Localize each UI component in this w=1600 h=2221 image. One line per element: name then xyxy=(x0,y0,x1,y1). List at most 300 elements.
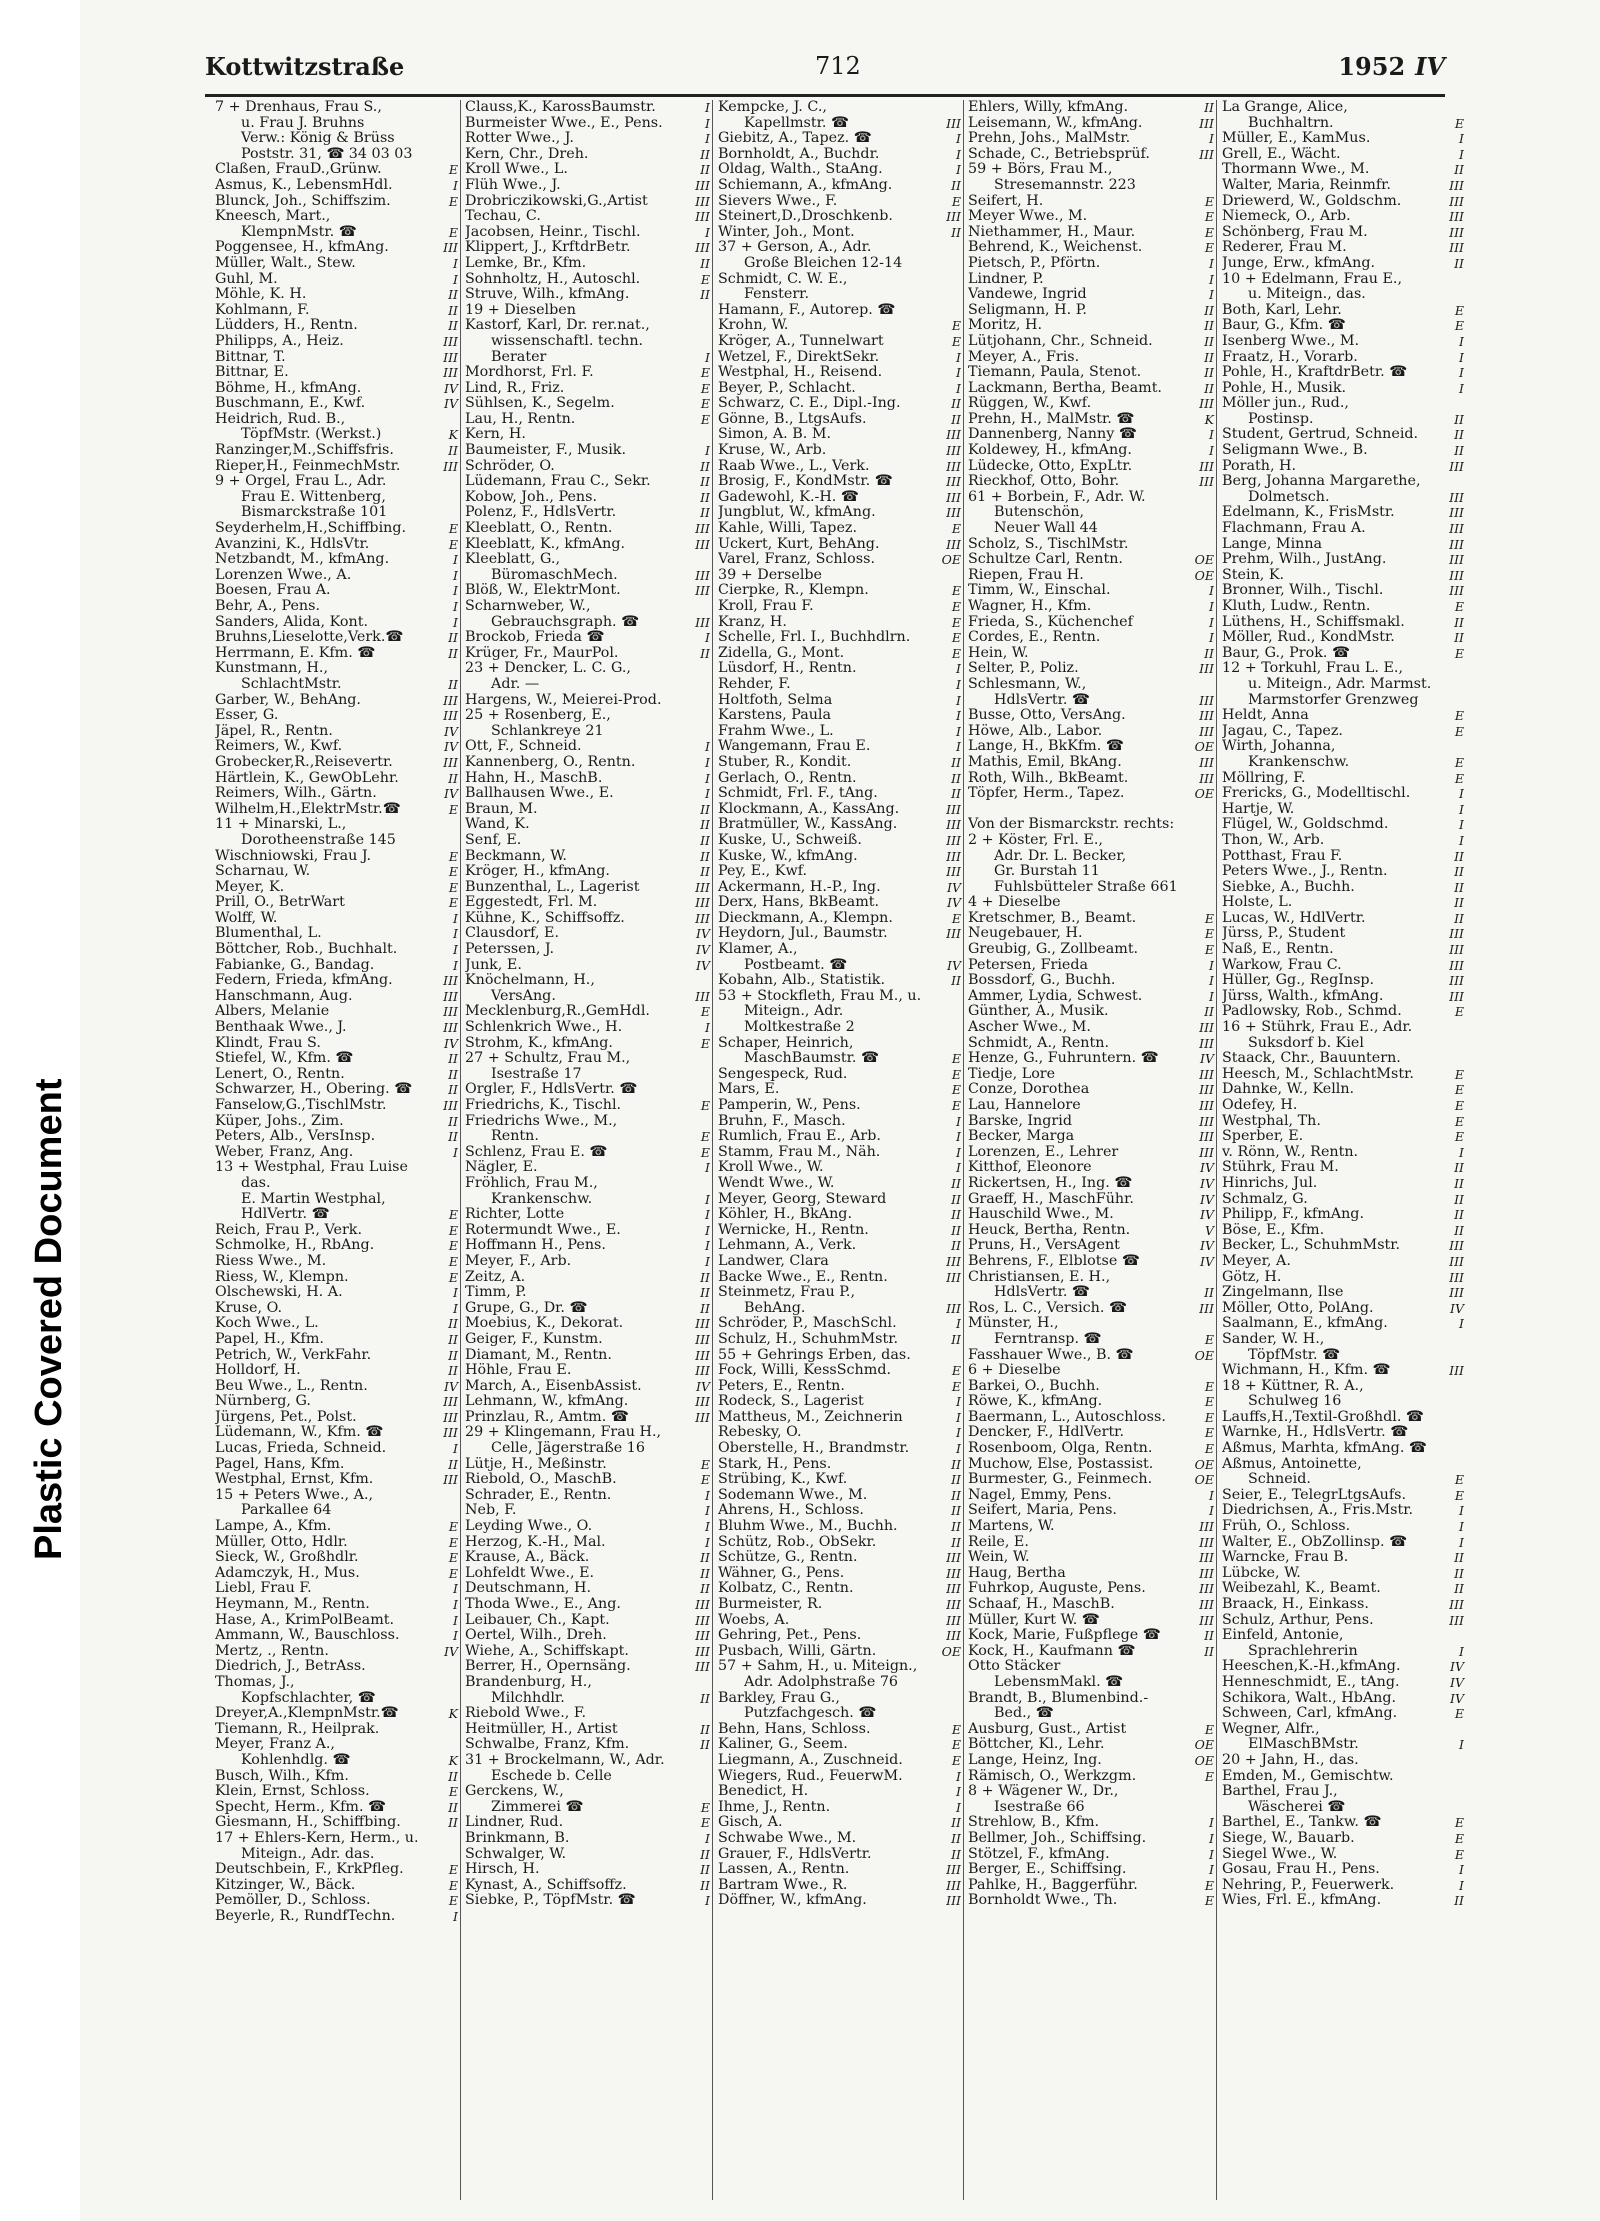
entry-text: Rieckhof, Otto, Bohr. xyxy=(968,473,1120,490)
directory-entry xyxy=(1222,1410,1466,1426)
directory-entry xyxy=(215,1893,460,1909)
floor-code: III xyxy=(1196,1145,1214,1161)
floor-code: II xyxy=(697,459,710,475)
directory-entry xyxy=(215,771,460,787)
entry-text: Burmeister Wwe., E., Pens. xyxy=(465,114,663,131)
directory-entry xyxy=(465,1223,712,1239)
directory-entry xyxy=(215,1722,460,1738)
floor-code: III xyxy=(1196,1082,1214,1098)
directory-entry xyxy=(968,209,1216,225)
floor-code: II xyxy=(445,287,458,303)
entry-text: Koldewey, H., kfmAng. xyxy=(968,442,1132,459)
entry-text: Pusbach, Willi, Gärtn. xyxy=(718,1642,877,1659)
floor-code: II xyxy=(445,646,458,662)
entry-text: Deutschmann, H. xyxy=(465,1580,592,1597)
directory-entry xyxy=(465,1722,712,1738)
directory-entry xyxy=(465,1394,712,1410)
floor-code: I xyxy=(1206,427,1214,443)
directory-entry xyxy=(718,1675,963,1691)
entry-text: Techau, C. xyxy=(465,208,541,225)
floor-code: OE xyxy=(1192,552,1214,568)
entry-text: Emden, M., Gemischtw. xyxy=(1222,1767,1394,1784)
directory-entry xyxy=(215,1613,460,1629)
entry-text: Hoffmann H., Pens. xyxy=(465,1237,606,1254)
directory-entry xyxy=(968,381,1216,397)
directory-entry xyxy=(215,1847,460,1863)
entry-text: Giebitz, A., Tapez. ☎ xyxy=(718,130,872,147)
entry-text: Olschewski, H. A. xyxy=(215,1284,343,1301)
entry-text: Leibauer, Ch., Kapt. xyxy=(465,1611,610,1628)
directory-entry xyxy=(968,599,1216,615)
floor-code: E xyxy=(446,1550,458,1566)
entry-text: Lüdecke, Otto, ExpLtr. xyxy=(968,457,1133,474)
directory-entry xyxy=(1222,739,1466,755)
entry-text: Kleeblatt, K., kfmAng. xyxy=(465,535,626,552)
floor-code: IV xyxy=(1197,1160,1214,1176)
floor-code: IV xyxy=(1447,1691,1464,1707)
floor-code: II xyxy=(1201,365,1214,381)
directory-entry xyxy=(968,474,1216,490)
floor-code: IV xyxy=(944,880,961,896)
entry-text: Wegner, Alfr., xyxy=(1222,1720,1320,1737)
entry-text: Ehlers, Willy, kfmAng. xyxy=(968,100,1129,115)
entry-text: Niethammer, H., Maur. xyxy=(968,223,1136,240)
floor-code: III xyxy=(692,583,710,599)
directory-entry xyxy=(718,459,963,475)
floor-code: I xyxy=(702,443,710,459)
floor-code: III xyxy=(943,209,961,225)
directory-entry xyxy=(968,1301,1216,1317)
floor-code: III xyxy=(1446,240,1464,256)
floor-code: II xyxy=(1201,350,1214,366)
entry-text: Brockob, Frieda ☎ xyxy=(465,629,605,646)
directory-entry xyxy=(718,1004,963,1020)
entry-text: Kynast, A., Schiffsoffz. xyxy=(465,1876,627,1893)
directory-entry xyxy=(465,1441,712,1457)
entry-text: Strehlow, B., Kfm. xyxy=(968,1814,1100,1831)
directory-entry xyxy=(1222,225,1466,241)
year-volume xyxy=(1338,52,1445,81)
floor-code: II xyxy=(1451,1566,1464,1582)
directory-entry xyxy=(718,942,963,958)
entry-text: 23 + Dencker, L. C. G., xyxy=(465,660,631,677)
entry-text: Lackmann, Bertha, Beamt. xyxy=(968,379,1162,396)
floor-code: E xyxy=(949,1363,961,1379)
entry-text: u. Frau J. Bruhns xyxy=(241,114,365,131)
directory-entry xyxy=(1222,537,1466,553)
directory-entry xyxy=(465,1379,712,1395)
directory-entry xyxy=(718,1441,963,1457)
floor-code: III xyxy=(1196,459,1214,475)
floor-code: OE xyxy=(939,1644,961,1660)
entry-text: Fensterr. xyxy=(744,286,809,303)
floor-code: III xyxy=(692,880,710,896)
directory-entry xyxy=(1222,880,1466,896)
directory-entry xyxy=(215,537,460,553)
directory-entry xyxy=(465,1566,712,1582)
floor-code: E xyxy=(1202,1722,1214,1738)
floor-code: III xyxy=(692,1628,710,1644)
floor-code: II xyxy=(948,786,961,802)
entry-text: Gebrauchsgraph. ☎ xyxy=(491,613,639,630)
directory-entry xyxy=(465,178,712,194)
directory-entry xyxy=(968,1410,1216,1426)
entry-text: Roth, Wilh., BkBeamt. xyxy=(968,769,1129,786)
floor-code: V xyxy=(1202,1223,1214,1239)
entry-text: Junge, Erw., kfmAng. xyxy=(1222,254,1376,271)
directory-entry xyxy=(215,1285,460,1301)
directory-entry xyxy=(718,318,963,334)
directory-entry xyxy=(215,490,460,506)
entry-text: Flügel, W., Goldschmd. xyxy=(1222,816,1389,833)
directory-entry xyxy=(718,1332,963,1348)
floor-code: III xyxy=(1446,552,1464,568)
floor-code: II xyxy=(948,973,961,989)
floor-code: IV xyxy=(693,942,710,958)
entry-text: Röwe, K., kfmAng. xyxy=(968,1393,1103,1410)
floor-code: I xyxy=(953,693,961,709)
entry-text: Böhme, H., kfmAng. xyxy=(215,379,362,396)
entry-text: Schlesmann, W., xyxy=(968,675,1087,692)
directory-entry xyxy=(1222,989,1466,1005)
entry-text: Lauffs,H.,Textil-Großhdl. ☎ xyxy=(1222,1408,1424,1425)
floor-code: II xyxy=(1451,1207,1464,1223)
entry-text: Schmidt, A., Rentn. xyxy=(968,1034,1110,1051)
entry-text: MaschBaumstr. ☎ xyxy=(744,1050,879,1067)
floor-code: II xyxy=(1201,1628,1214,1644)
floor-code: IV xyxy=(441,786,458,802)
entry-text: Porath, H. xyxy=(1222,457,1297,474)
entry-text: 6 + Dieselbe xyxy=(968,1362,1061,1379)
directory-entry xyxy=(718,1082,963,1098)
floor-code: I xyxy=(450,568,458,584)
directory-entry xyxy=(968,1379,1216,1395)
directory-entry xyxy=(465,1893,712,1909)
entry-text: 61 + Borbein, F., Adr. W. xyxy=(968,488,1146,505)
entry-text: Claßen, FrauD.,Grünw. xyxy=(215,161,382,178)
floor-code: I xyxy=(1456,833,1464,849)
floor-code: I xyxy=(953,1425,961,1441)
directory-entry xyxy=(718,1722,963,1738)
entry-text: Prehn, H., MalMstr. ☎ xyxy=(968,410,1135,427)
directory-entry xyxy=(1222,1878,1466,1894)
directory-entry xyxy=(215,505,460,521)
floor-code: III xyxy=(1196,1581,1214,1597)
entry-text: Jungblut, W., kfmAng. xyxy=(718,504,876,521)
entry-text: Diedrichsen, A., Fris.Mstr. xyxy=(1222,1502,1414,1519)
floor-code: I xyxy=(953,162,961,178)
entry-text: Lindner, P. xyxy=(968,270,1044,287)
entry-text: Asmus, K., LebensmHdl. xyxy=(215,176,393,193)
entry-text: Peters, Alb., VersInsp. xyxy=(215,1128,376,1145)
entry-text: wissenschaftl. techn. xyxy=(491,332,644,349)
directory-entry xyxy=(465,677,712,693)
entry-text: Haug, Bertha xyxy=(968,1564,1066,1581)
entry-text: Strohm, K., kfmAng. xyxy=(465,1034,613,1051)
directory-column-1 xyxy=(215,100,461,2200)
directory-entry xyxy=(968,973,1216,989)
directory-entry xyxy=(215,1020,460,1036)
entry-text: 59 + Börs, Frau M., xyxy=(968,161,1113,178)
entry-text: Lind, R., Friz. xyxy=(465,379,565,396)
entry-text: Sprachlehrerin xyxy=(1248,1642,1358,1659)
directory-entry xyxy=(215,1550,460,1566)
floor-code: I xyxy=(702,755,710,771)
floor-code: E xyxy=(446,1270,458,1286)
entry-text: Ranzinger,M.,Schiffsfris. xyxy=(215,442,394,459)
directory-entry xyxy=(465,272,712,288)
floor-code: I xyxy=(702,1488,710,1504)
entry-text: Schmidt, Frl. F., tAng. xyxy=(718,785,878,802)
floor-code: III xyxy=(1196,755,1214,771)
entry-text: Petrich, W., VerkFahr. xyxy=(215,1346,372,1363)
directory-entry xyxy=(968,708,1216,724)
entry-text: Diedrich, J., BetrAss. xyxy=(215,1658,366,1675)
entry-text: Lüdders, H., Rentn. xyxy=(215,317,358,334)
directory-entry xyxy=(1222,1254,1466,1270)
directory-entry xyxy=(215,1706,460,1722)
entry-text: Schlankreye 21 xyxy=(491,722,604,739)
entry-text: Frahm Wwe., L. xyxy=(718,722,834,739)
floor-code: II xyxy=(1451,849,1464,865)
entry-text: Putzfachgesch. ☎ xyxy=(744,1705,877,1722)
entry-text: Derx, Hans, BkBeamt. xyxy=(718,894,880,911)
entry-text: Leyding Wwe., O. xyxy=(465,1518,593,1535)
directory-entry xyxy=(215,864,460,880)
entry-text: 15 + Peters Wwe., A., xyxy=(215,1486,374,1503)
entry-text: Weibezahl, K., Beamt. xyxy=(1222,1580,1381,1597)
entry-text: Kranz, H. xyxy=(718,613,787,630)
floor-code: I xyxy=(702,1192,710,1208)
entry-text: Braun, M. xyxy=(465,800,538,817)
entry-text: Ballhausen Wwe., E. xyxy=(465,785,614,802)
house-entry xyxy=(215,1488,460,1504)
directory-entry xyxy=(1222,630,1466,646)
floor-code: III xyxy=(943,926,961,942)
floor-code: III xyxy=(1446,958,1464,974)
floor-code: III xyxy=(440,334,458,350)
entry-text: Kruse, W., Arb. xyxy=(718,442,827,459)
entry-text: Rodeck, S., Lagerist xyxy=(718,1393,864,1410)
directory-entry xyxy=(718,1535,963,1551)
entry-text: SchlachtMstr. xyxy=(241,675,342,692)
directory-entry xyxy=(968,1644,1216,1660)
entry-text: Wendt Wwe., W. xyxy=(718,1174,835,1191)
entry-text: Nägler, E. xyxy=(465,1159,538,1176)
directory-entry xyxy=(968,926,1216,942)
floor-code: II xyxy=(1451,412,1464,428)
entry-text: Thomas, J., xyxy=(215,1673,295,1690)
floor-code: II xyxy=(445,1051,458,1067)
floor-code: E xyxy=(1452,1004,1464,1020)
floor-code: II xyxy=(697,1878,710,1894)
floor-code: I xyxy=(450,178,458,194)
directory-entry xyxy=(1222,1659,1466,1675)
entry-text: Siege, W., Bauarb. xyxy=(1222,1829,1355,1846)
directory-entry xyxy=(718,443,963,459)
floor-code: III xyxy=(943,116,961,132)
entry-text: Isestraße 66 xyxy=(994,1798,1085,1815)
entry-text: Lütjohann, Chr., Schneid. xyxy=(968,332,1153,349)
entry-text: Thormann Wwe., M. xyxy=(1222,161,1370,178)
floor-code: II xyxy=(1451,1550,1464,1566)
floor-code: II xyxy=(948,1223,961,1239)
directory-entry xyxy=(465,568,712,584)
floor-code: I xyxy=(953,1769,961,1785)
entry-text: Peterssen, J. xyxy=(465,941,555,958)
floor-code: III xyxy=(943,537,961,553)
floor-code: E xyxy=(446,1862,458,1878)
entry-text: Rebesky, O. xyxy=(718,1424,802,1441)
entry-text: Ackermann, H.-P., Ing. xyxy=(718,878,881,895)
directory-entry xyxy=(968,350,1216,366)
directory-entry xyxy=(1222,490,1466,506)
entry-text: Simon, A. B. M. xyxy=(718,426,832,443)
entry-text: Philipps, A., Heiz. xyxy=(215,332,344,349)
floor-code: I xyxy=(1206,131,1214,147)
directory-entry xyxy=(215,1192,460,1208)
entry-text: Poggensee, H., kfmAng. xyxy=(215,239,389,256)
floor-code: I xyxy=(702,1893,710,1909)
entry-text: Rentn. xyxy=(491,1128,539,1145)
floor-code: III xyxy=(440,708,458,724)
entry-text: Postbeamt. ☎ xyxy=(744,956,848,973)
entry-text: Schwarzer, H., Obering. ☎ xyxy=(215,1081,413,1098)
directory-entry xyxy=(968,240,1216,256)
floor-code: II xyxy=(948,1488,961,1504)
floor-code: E xyxy=(1452,1114,1464,1130)
floor-code: I xyxy=(953,1784,961,1800)
directory-entry xyxy=(968,583,1216,599)
directory-entry xyxy=(718,1581,963,1597)
directory-entry xyxy=(215,693,460,709)
directory-entry xyxy=(465,1129,712,1145)
directory-entry xyxy=(1222,1192,1466,1208)
house-entry xyxy=(465,1753,712,1769)
floor-code: K xyxy=(446,427,458,443)
directory-entry xyxy=(465,1082,712,1098)
entry-text: Brinkmann, B. xyxy=(465,1829,570,1846)
directory-entry xyxy=(465,989,712,1005)
directory-entry xyxy=(1222,599,1466,615)
directory-entry xyxy=(968,989,1216,1005)
floor-code: II xyxy=(948,1847,961,1863)
directory-entry xyxy=(718,365,963,381)
floor-code: OE xyxy=(1192,1737,1214,1753)
directory-entry xyxy=(1222,350,1466,366)
directory-entry xyxy=(968,693,1216,709)
entry-text: Schween, Carl, kfmAng. xyxy=(1222,1705,1398,1722)
directory-entry xyxy=(465,615,712,631)
floor-code: E xyxy=(1202,1769,1214,1785)
directory-entry xyxy=(215,755,460,771)
directory-entry xyxy=(718,256,963,272)
directory-entry xyxy=(718,1114,963,1130)
entry-text: Leisemann, W., kfmAng. xyxy=(968,114,1143,131)
entry-text: Adr. Adolphstraße 76 xyxy=(744,1673,899,1690)
directory-entry xyxy=(968,1691,1216,1707)
entry-text: Petersen, Frieda xyxy=(968,956,1089,973)
floor-code: II xyxy=(1201,646,1214,662)
directory-entry xyxy=(465,1831,712,1847)
entry-text: Eschede b. Celle xyxy=(491,1767,612,1784)
entry-text: Wiegers, Rud., FeuerwM. xyxy=(718,1767,903,1784)
entry-text: Garber, W., BehAng. xyxy=(215,691,361,708)
entry-text: Kastorf, Karl, Dr. rer.nat., xyxy=(465,317,650,334)
entry-text: Lehmann, A., Verk. xyxy=(718,1237,857,1254)
directory-entry xyxy=(1222,833,1466,849)
directory-entry xyxy=(215,1254,460,1270)
directory-entry xyxy=(718,1503,963,1519)
directory-entry xyxy=(968,1675,1216,1691)
entry-text: Scharnweber, W., xyxy=(465,598,591,614)
entry-text: Heidrich, Rud. B., xyxy=(215,410,346,427)
floor-code: IV xyxy=(944,895,961,911)
directory-entry xyxy=(465,926,712,942)
directory-entry xyxy=(968,1160,1216,1176)
directory-entry xyxy=(215,1004,460,1020)
floor-code: E xyxy=(446,880,458,896)
house-entry xyxy=(718,1659,963,1675)
floor-code: II xyxy=(445,1348,458,1364)
floor-code: E xyxy=(446,194,458,210)
floor-code: III xyxy=(692,1659,710,1675)
directory-entry xyxy=(215,1659,460,1675)
house-entry xyxy=(215,100,460,116)
entry-text: Prehn, Johs., MalMstr. xyxy=(968,130,1131,147)
floor-code: E xyxy=(949,334,961,350)
floor-code: E xyxy=(698,272,710,288)
directory-entry xyxy=(968,1581,1216,1597)
directory-entry xyxy=(1222,568,1466,584)
floor-code: III xyxy=(1196,693,1214,709)
floor-code: II xyxy=(697,162,710,178)
directory-entry xyxy=(718,1363,963,1379)
entry-text: 27 + Schultz, Frau M., xyxy=(465,1050,631,1067)
entry-text: Höwe, Alb., Labor. xyxy=(968,722,1103,739)
entry-text: Rieper,H., FeinmechMstr. xyxy=(215,457,401,474)
floor-code: I xyxy=(953,365,961,381)
directory-entry xyxy=(215,989,460,1005)
floor-code: II xyxy=(445,630,458,646)
entry-text: Pruns, H., VersAgent xyxy=(968,1237,1120,1254)
directory-entry xyxy=(465,396,712,412)
house-entry xyxy=(215,1831,460,1847)
floor-code: III xyxy=(1446,568,1464,584)
floor-code: I xyxy=(702,350,710,366)
floor-code: I xyxy=(702,1503,710,1519)
entry-text: Thoda Wwe., E., Ang. xyxy=(465,1596,621,1612)
floor-code: I xyxy=(953,724,961,740)
directory-entry xyxy=(968,1114,1216,1130)
entry-text: Hartje, W. xyxy=(1222,800,1295,817)
entry-text: Clausdorf, E. xyxy=(465,925,560,942)
floor-code: E xyxy=(698,1098,710,1114)
entry-text: Prehm, Wilh., JustAng. xyxy=(1222,551,1387,568)
floor-code: II xyxy=(697,1285,710,1301)
directory-entry xyxy=(465,1675,712,1691)
floor-code: E xyxy=(1202,194,1214,210)
directory-entry xyxy=(1222,194,1466,210)
directory-entry xyxy=(215,1332,460,1348)
entry-text: Moebius, K., Dekorat. xyxy=(465,1315,624,1332)
directory-entry xyxy=(215,880,460,896)
directory-entry xyxy=(465,1581,712,1597)
floor-code: III xyxy=(1446,1270,1464,1286)
entry-text: Wäscherei ☎ xyxy=(1248,1798,1346,1815)
house-entry xyxy=(968,1363,1216,1379)
floor-code: I xyxy=(1206,272,1214,288)
